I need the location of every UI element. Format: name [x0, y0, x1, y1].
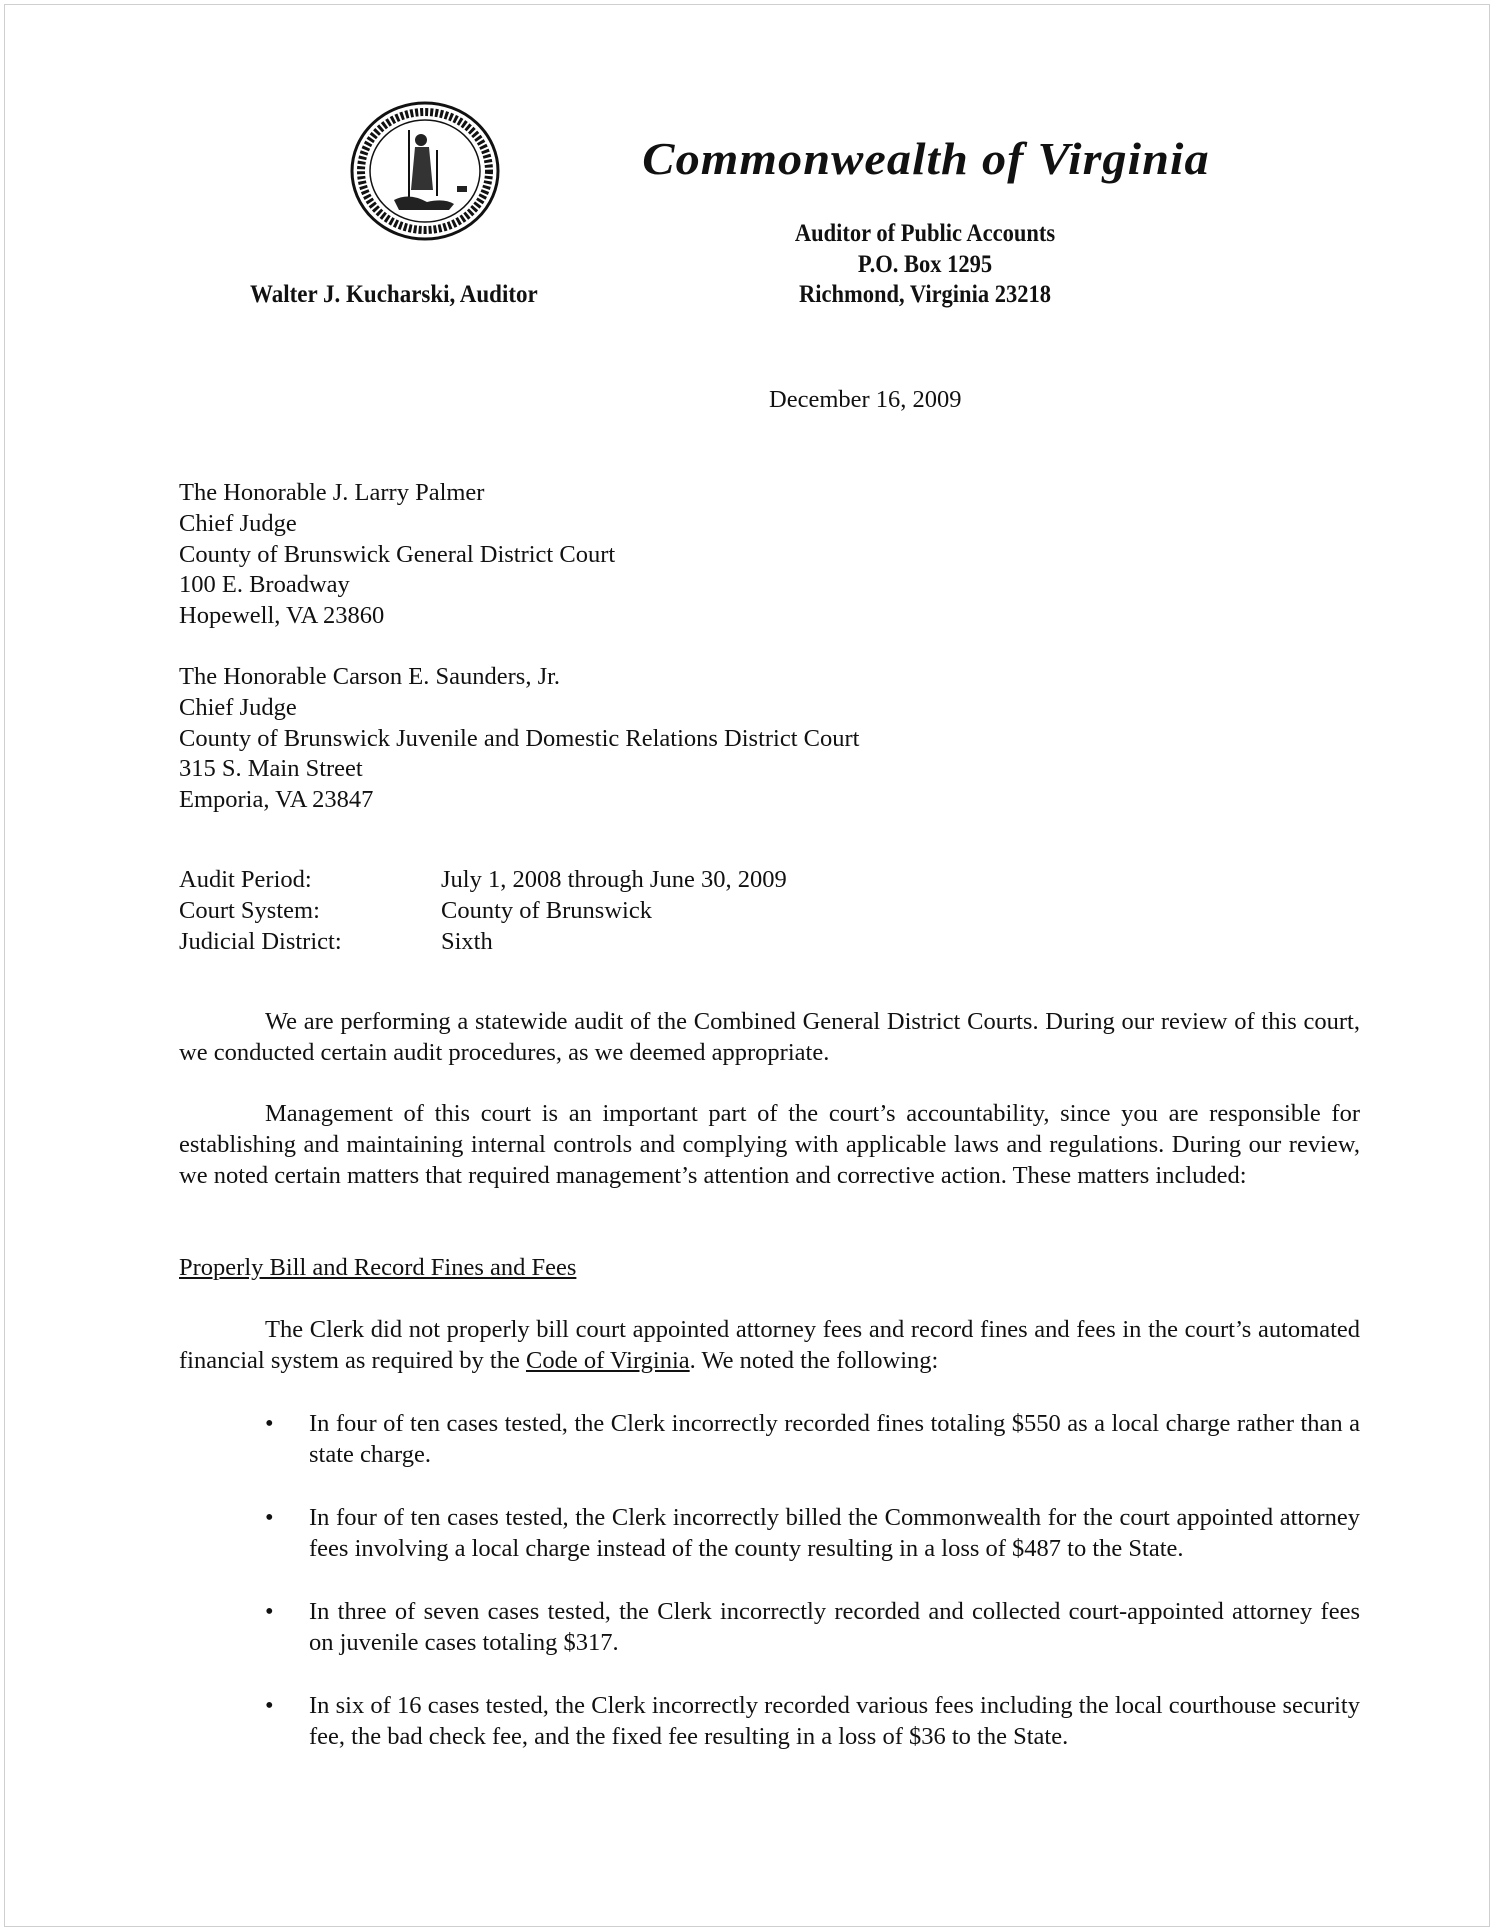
addressee-line: Chief Judge	[179, 693, 297, 721]
audit-info-row	[179, 896, 1360, 927]
letter-date: December 16, 2009	[769, 386, 962, 413]
audit-info	[179, 865, 1360, 957]
addressee-1	[179, 478, 1360, 632]
finding-bullet: • In four of ten cases tested, the Clerk incorrectly billed the Commonwealth for the court appointed attorney fees involving a local charge instead of the county resulting in a loss of $487 to the State.	[265, 1504, 1360, 1562]
audit-info-label: Judicial District:	[179, 927, 342, 955]
bullet-icon: •	[265, 1410, 274, 1437]
paragraph-intro: We are performing a statewide audit of the Combined General District Courts. During our review of this court, we conducted certain audit procedures, as we deemed appropriate.	[179, 1008, 1360, 1066]
addressee-line: The Honorable J. Larry Palmer	[179, 479, 485, 506]
letterhead-title: Commonwealth of Virginia	[642, 133, 1210, 184]
audit-info-label: Court System:	[179, 896, 320, 924]
bullet-icon: •	[265, 1692, 274, 1719]
paragraph-management: Management of this court is an important part of the court’s accountability, since you are responsible for establishing and maintaining internal controls and complying with applicable laws and regulations. During our review, we noted certain matters that required management’s attention and corrective action. These matters included:	[179, 1100, 1360, 1189]
addressee-line: 315 S. Main Street	[179, 755, 363, 783]
virginia-seal-logo	[349, 100, 502, 242]
office-city: Richmond, Virginia 23218	[799, 281, 1051, 308]
addressee-line: County of Brunswick General District Court	[179, 540, 616, 568]
addressee-line: Chief Judge	[179, 509, 297, 537]
audit-info-row	[179, 927, 1360, 958]
audit-info-value: Sixth	[441, 927, 493, 955]
section-heading: Properly Bill and Record Fines and Fees	[179, 1254, 577, 1281]
finding-bullet: • In four of ten cases tested, the Clerk incorrectly recorded fines totaling $550 as a local charge rather than a state charge.	[265, 1410, 1360, 1468]
audit-info-value: County of Brunswick	[441, 896, 652, 924]
finding-bullet: • In three of seven cases tested, the Clerk incorrectly recorded and collected court-appointed attorney fees on juvenile cases totaling $317.	[265, 1598, 1360, 1656]
addressee-line: 100 E. Broadway	[179, 571, 350, 599]
bullet-icon: •	[265, 1598, 274, 1625]
code-of-virginia-reference: Code of Virginia	[525, 1346, 690, 1374]
audit-info-label: Audit Period:	[179, 866, 312, 893]
addressee-line: The Honorable Carson E. Saunders, Jr.	[179, 663, 561, 690]
addressee-line: County of Brunswick Juvenile and Domestic Relations District Court	[179, 724, 860, 752]
bullet-icon: •	[265, 1504, 274, 1531]
office-name: Auditor of Public Accounts	[794, 220, 1056, 247]
paragraph-section: The Clerk did not properly bill court appointed attorney fees and record fines and fees in the court’s automated financial system as required by the Code of Virginia. We noted the following:	[179, 1316, 1360, 1374]
po-box: P.O. Box 1295	[857, 251, 993, 278]
auditor-name: Walter J. Kucharski, Auditor	[250, 281, 538, 308]
addressee-line: Emporia, VA 23847	[179, 786, 374, 814]
addressee-line: Hopewell, VA 23860	[179, 602, 385, 630]
audit-info-value: July 1, 2008 through June 30, 2009	[441, 866, 787, 893]
audit-info-row	[179, 865, 1360, 896]
addressee-2	[179, 662, 1360, 816]
finding-bullet: • In six of 16 cases tested, the Clerk incorrectly recorded various fees including the local courthouse security fee, the bad check fee, and the fixed fee resulting in a loss of $36 to the State.	[265, 1692, 1360, 1750]
